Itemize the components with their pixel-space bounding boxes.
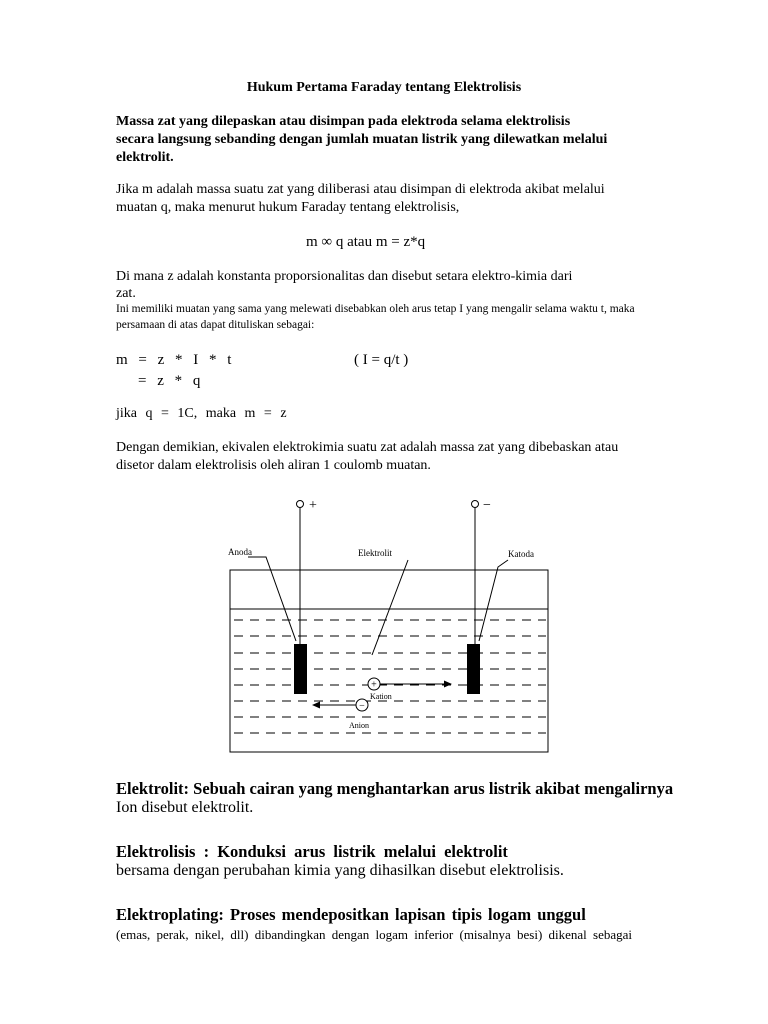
label-kation: Kation — [370, 692, 392, 701]
minus-sign: − — [483, 498, 491, 513]
kation-arrowhead — [444, 681, 452, 688]
para2-small-line-1: Ini memiliki muatan yang sama yang melewati disebabkan oleh arus tetap I yang mengalir selama waktu t, maka — [116, 303, 635, 315]
jika-statement: jika q = 1C, maka m = z — [116, 406, 287, 421]
plus-sign: + — [309, 498, 317, 513]
liquid-lines — [234, 620, 546, 733]
anode-electrode — [294, 644, 307, 694]
elektrolisis-definition-heading: Elektrolisis : Konduksi arus listrik melalui elektrolit — [116, 842, 508, 861]
elektrolit-definition-heading: Elektrolit: Sebuah cairan yang menghantarkan arus listrik akibat mengalirnya — [116, 779, 674, 798]
para3-line-2: disetor dalam elektrolisis oleh aliran 1 coulomb muatan. — [116, 458, 431, 473]
para2-small-line-2: persamaan di atas dapat dituliskan sebagai: — [116, 319, 315, 331]
label-anion: Anion — [349, 721, 369, 730]
document-title: Hukum Pertama Faraday tentang Elektrolisis — [246, 80, 522, 95]
para2-line-2: zat. — [116, 286, 136, 301]
cathode-electrode — [467, 644, 480, 694]
para1-line-1: Jika m adalah massa suatu zat yang diliberasi atau disimpan di elektroda akibat melalui — [116, 182, 605, 197]
equation-line-1: m = z * I * t — [116, 352, 232, 368]
para1-line-2: muatan q, maka menurut hukum Faraday tentang elektrolisis, — [116, 200, 460, 215]
elektrolisis-definition-body: bersama dengan perubahan kimia yang dihasilkan disebut elektrolisis. — [116, 862, 564, 879]
anion-arrowhead — [312, 702, 320, 709]
anion-sign: − — [359, 700, 365, 712]
katoda-leader — [479, 560, 508, 641]
cathode-terminal — [472, 501, 479, 508]
label-katoda: Katoda — [508, 549, 534, 559]
para3-line-1: Dengan demikian, ekivalen elektrokimia suatu zat adalah massa zat yang dibebaskan atau — [116, 440, 619, 455]
kation-sign: + — [371, 679, 377, 691]
equation-current-note: ( I = q/t ) — [354, 352, 409, 368]
label-anoda: Anoda — [228, 547, 252, 557]
label-elektrolit: Elektrolit — [358, 548, 392, 558]
elektrolit-definition-body: Ion disebut elektrolit. — [116, 799, 254, 816]
para2-line-1: Di mana z adalah konstanta proporsionalitas dan disebut setara elektro-kimia dari — [116, 269, 573, 284]
intro-line-2: secara langsung sebanding dengan jumlah muatan listrik yang dilewatkan melalui — [116, 132, 608, 147]
tank-outline — [230, 570, 548, 752]
elektroplating-definition-heading: Elektroplating: Proses mendepositkan lapisan tipis logam unggul — [116, 905, 586, 924]
elektrolit-leader — [372, 560, 408, 655]
elektroplating-definition-body: (emas, perak, nikel, dll) dibandingkan dengan logam inferior (misalnya besi) dikenal sebagai — [116, 927, 633, 942]
intro-line-1: Massa zat yang dilepaskan atau disimpan pada elektroda selama elektrolisis — [116, 114, 571, 129]
formula-main: m ∞ q atau m = z*q — [306, 234, 426, 250]
equation-line-2: = z * q — [138, 373, 201, 389]
intro-line-3: elektrolit. — [116, 150, 174, 165]
anode-terminal — [297, 501, 304, 508]
